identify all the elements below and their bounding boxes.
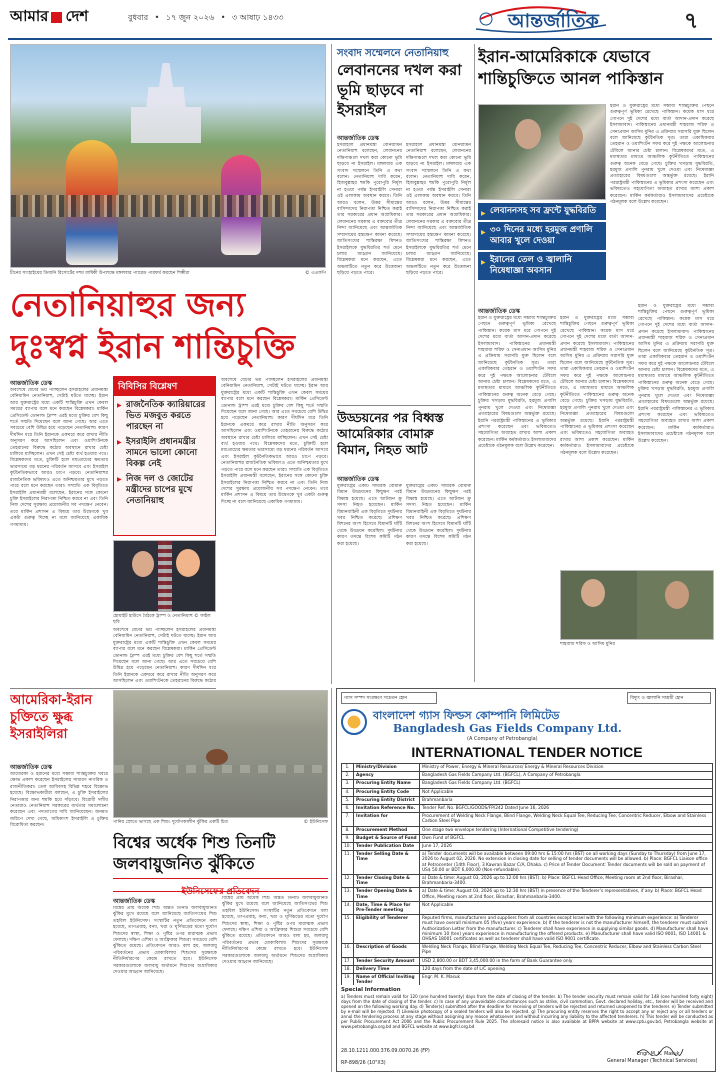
tender-row-value: Engr. M. K. Masuk — [420, 974, 713, 985]
tender-row — [342, 915, 713, 944]
tender-row-value: Own Fund of BGFCL — [420, 834, 713, 842]
tender-row-key: Tender Selling Date & Time — [354, 851, 420, 875]
crowd-strip — [11, 195, 326, 217]
flood-caption — [113, 820, 328, 826]
pakistan-body-top: ইরান ও যুক্তরাষ্ট্রের মধ্যে সম্ভাব্য শান্তিচুক্তির পেছনে গুরুত্বপূর্ণ ভূমিকা রেখেছে পাকিস্তান। কয়েক মাস ধরে গোপনে দুই দেশের মধ্যে বার্তা আদান-প্রদান করেছে ইসলামাবাদ। পাকিস্তানের প্রধানমন্ত্রী শাহবাজ শরিফ ও সেনাপ্রধান আসিম মুনির এ প্রক্রিয়ায় সরাসরি যুক্ত ছিলেন বলে জানিয়েছে কূটনৈতিক সূত্র। তারা একাধিকবার তেহরান ও ওয়াশিংটন সফর করে দুই পক্ষকে আলোচনার টেবিলে আনার চেষ্টা চালান। বিশ্লেষকদের মতে, এ মধ্যস্থতার মাধ্যমে আঞ্চলিক কূটনীতিতে পাকিস্তানের গুরুত্ব অনেক বেড়ে গেছে। চুক্তির খসড়ায় যুদ্ধবিরতি, হরমুজ প্রণালি পুনরায় খুলে দেওয়া এবং নিষেধাজ্ঞা প্রত্যাহারের বিষয়গুলো অন্তর্ভুক্ত রয়েছে। ইরানি পররাষ্ট্রমন্ত্রী পাকিস্তানের এ ভূমিকার প্রশংসা করেছেন এবং ভবিষ্যতেও সহযোগিতা অব্যাহত রাখার আশা প্রকাশ করেছেন। মার্কিন কর্মকর্তারাও ইসলামাবাদের প্রচেষ্টাকে গঠনমূলক বলে উল্লেখ করেছেন। — [610, 104, 714, 206]
tender-ref-code: 28.10.1211.000.376.09.0070.26 (FP) — [341, 1049, 430, 1054]
tender-row — [342, 944, 713, 957]
footer-code: RP-898/26 (10"X3) — [341, 1061, 386, 1066]
tender-row — [342, 965, 713, 973]
bbc-analysis-label: বিবিসির বিশ্লেষণ — [114, 377, 215, 396]
tender-row-value: Bangladesh Gas Fields Company Ltd. (BGFCL), A Company of Petrobangla — [420, 772, 713, 780]
signer-title: General Manager (Technical Services) — [607, 1059, 698, 1064]
tender-row-value: Ministry of Power, Energy & Mineral Resources/ Energy & Mineral Resources Division — [420, 764, 713, 772]
pakistan-byline: আন্তর্জাতিক ডেস্ক — [478, 308, 520, 315]
tender-title: INTERNATIONAL TENDER NOTICE — [411, 744, 643, 760]
bbc-point-1 — [114, 396, 215, 433]
tender-row — [342, 780, 713, 788]
bbc-point-3-text: নিজ দল ও জোটের মন্ত্রীদের চাপের মুখে নেতানিয়াহু — [126, 474, 194, 506]
date-en: ১৭ জুন ২০২৬ — [165, 13, 215, 22]
tender-row-number: 3. — [342, 780, 354, 788]
child-figure — [206, 749, 228, 765]
tender-row-key: Invitation for — [354, 813, 420, 826]
face-munir — [665, 581, 689, 609]
bullet-arrow-icon: ▶ — [117, 402, 122, 409]
tender-row — [342, 805, 713, 813]
tender-row — [342, 796, 713, 804]
tender-row-value: Brahmanbaria — [420, 796, 713, 804]
tender-row-key: Date, Time & Place for Pre-Tender meeting — [354, 901, 420, 914]
tender-row — [342, 974, 713, 985]
tender-row-value: a) Tender documents will be available between 09:00 hrs & 15:00 hrs (BST) on all working days (Sunday to Thursday) from June 17, 2026 to August 02, 2026. No extension in closing date for selling of tender documents will be allowed. b) Place: BGFCL Liaison office at Petrocenter (14th Floor), 3 Kawran Bazar C/A, Dhaka. c) Price of Tender Document: Tender documents will be sold on payment of US$ 50.00 or BDT 6,000.00 (Non-refundable). — [420, 851, 713, 875]
tender-row — [342, 788, 713, 796]
children-source-badge — [113, 878, 328, 897]
tender-row-key: Tender Security Amount — [354, 957, 420, 965]
pakistan-body-col3: ইরান ও যুক্তরাষ্ট্রের মধ্যে সম্ভাব্য শান্তিচুক্তির পেছনে গুরুত্বপূর্ণ ভূমিকা রেখেছে পাকিস্তান। কয়েক মাস ধরে গোপনে দুই দেশের মধ্যে বার্তা আদান-প্রদান করেছে ইসলামাবাদ। পাকিস্তানের প্রধানমন্ত্রী শাহবাজ শরিফ ও সেনাপ্রধান আসিম মুনির এ প্রক্রিয়ায় সরাসরি যুক্ত ছিলেন বলে জানিয়েছে কূটনৈতিক সূত্র। তারা একাধিকবার তেহরান ও ওয়াশিংটন সফর করে দুই পক্ষকে আলোচনার টেবিলে আনার চেষ্টা চালান। বিশ্লেষকদের মতে, এ মধ্যস্থতার মাধ্যমে আঞ্চলিক কূটনীতিতে পাকিস্তানের গুরুত্ব অনেক বেড়ে গেছে। চুক্তির খসড়ায় যুদ্ধবিরতি, হরমুজ প্রণালি পুনরায় খুলে দেওয়া এবং নিষেধাজ্ঞা প্রত্যাহারের বিষয়গুলো অন্তর্ভুক্ত রয়েছে। ইরানি পররাষ্ট্রমন্ত্রী পাকিস্তানের এ ভূমিকার প্রশংসা করেছেন এবং ভবিষ্যতেও সহযোগিতা অব্যাহত রাখার আশা প্রকাশ করেছেন। মার্কিন কর্মকর্তারাও ইসলামাবাদের প্রচেষ্টাকে গঠনমূলক বলে উল্লেখ করেছেন। — [638, 304, 714, 444]
bomber-byline: আন্তর্জাতিক ডেস্ক — [337, 476, 379, 483]
meeting-credit: © ফাইল ছবি — [113, 614, 211, 625]
tender-row-key: Tender Closing Date & Time — [354, 875, 420, 888]
special-info-text: a) Tenders must remain valid for 120 (one hundred twenty) days from the date of closing of the tender. b) The tender security must remain valid for 148 (one hundred forty eight) days from the date of closing of the tender. c) In case of any unavoidable circumstances such as strike, civil commotion, Govt. declared holiday, etc., tender will be received and opened on the following working day. d) Tender(s) submitted after the deadline for receiving of tenders will be rejected and returned unopened to the tenderer. e) Tender submitted by e-mail will be rejected. f) Likewise photocopy of a sealed tenders will also be rejected. g) The procuring entity reserves the right to accept any or reject any or all tenders or annul the tendering process at any stage without assigning any reason whatsoever and without incurring any liability to the affected tenderers. h) This tender will be conducted as per Public Procurement Act 2006 and the Public Procurement Rule 2025. The aforesaid notice is also available at BPPA website at www.cptu.gov.bd, Petrobangla website at www.petrobangla.org.bd and BGFCL website at www.bgfcl.org.bd — [341, 994, 713, 1029]
children-body-col2: বিশ্বের প্রায় অর্ধেক শিশু অন্তত তিনটি জলবায়ুজনিত ঝুঁকির মুখে রয়েছে বলে জানিয়েছে জাতিসংঘের শিশু তহবিল ইউনিসেফ। সংস্থাটির নতুন প্রতিবেদনে বলা হয়েছে, তাপপ্রবাহ, বন্যা, খরা ও ঘূর্ণিঝড়ের মতো দুর্যোগ শিশুদের স্বাস্থ্য, শিক্ষা ও পুষ্টির ওপর মারাত্মক প্রভাব ফেলছে। দক্ষিণ এশিয়া ও আফ্রিকার শিশুরা সবচেয়ে বেশি ঝুঁকিতে রয়েছে। প্রতিবেদনে আরও বলা হয়, জলবায়ু পরিবর্তনের প্রভাব মোকাবিলায় শিশুদের সুরক্ষাকে নীতিনির্ধারণের কেন্দ্রে রাখতে হবে। ইউনিসেফ সরকারগুলোকে জলবায়ু অর্থায়নে শিশুদের অগ্রাধিকার দেওয়ার আহ্বান জানিয়েছে। — [222, 896, 328, 966]
tender-row-number: 1. — [342, 764, 354, 772]
col-divider-2 — [474, 44, 475, 682]
bullet-arrow-icon: ▶ — [117, 476, 122, 483]
tender-table-wrap — [341, 763, 713, 985]
tender-row-number: 8. — [342, 826, 354, 834]
children-byline: আন্তর্জাতিক ডেস্ক — [113, 898, 155, 905]
tender-row-value: Tender Ref. No. BGFCL/GOODS/FP/242 Dated June 16, 2026 — [420, 805, 713, 813]
parade-caption — [10, 271, 326, 277]
pakistan-bullet-list — [478, 203, 606, 280]
tender-row — [342, 772, 713, 780]
section-title: আন্তর্জাতিক — [508, 10, 599, 32]
tender-row — [342, 901, 713, 914]
tender-row-number: 18. — [342, 965, 354, 973]
israelis-byline: আন্তর্জাতিক ডেস্ক — [10, 764, 52, 771]
tender-row-number: 9. — [342, 834, 354, 842]
figure-shape — [515, 119, 541, 149]
tender-row-number: 6. — [342, 805, 354, 813]
tender-row-key: Procuring Entity Name — [354, 780, 420, 788]
masthead-left: আমার — [10, 6, 49, 25]
bbc-point-3 — [114, 470, 215, 507]
bbc-analysis-box — [113, 376, 216, 536]
flag-strip — [158, 541, 172, 612]
sharif-caption: শাহবাজ শরিফ ও আসিম মুনির — [560, 642, 615, 647]
flood-caption-text: পানির স্রোতে ভাসছে এক শিশু। দুর্যোগকালীন ঝুঁকির একটি চিত্র — [113, 820, 228, 825]
tender-row-number: 7. — [342, 813, 354, 826]
sharif-photo — [560, 570, 714, 640]
tender-row-number: 5. — [342, 796, 354, 804]
tender-row-key: Tender Publication Date — [354, 843, 420, 851]
tender-row — [342, 957, 713, 965]
face-right — [176, 549, 200, 577]
pakistan-bullet-3: ▶ ইরানের তেল ও জ্বালানি নিষেধাজ্ঞা অবসান — [478, 252, 606, 280]
notice-badge-left: গ্যাস সম্পদ সংরক্ষণে সচেতন হোন — [341, 692, 437, 704]
notice-badge-right: বিদ্যুৎ ও জ্বালানি সাশ্রয়ী হোন — [627, 692, 711, 704]
tender-row-number: 2. — [342, 772, 354, 780]
parade-caption-text: চীনের সাংহাইয়ের ডিজনি রিসোর্টের দশম বার্ষিকী উপলক্ষে মঙ্গলবার প্যারেড পারফর্ম করছেন শিল্পীরা — [10, 271, 190, 276]
tender-row-key: Description of Goods — [354, 944, 420, 957]
company-logo-icon — [341, 709, 367, 735]
page-header — [0, 0, 720, 38]
masthead-right: দেশ — [65, 6, 89, 25]
company-sub: (A Company of Petrobangla) — [467, 736, 538, 742]
pakistan-body-col2: ইরান ও যুক্তরাষ্ট্রের মধ্যে সম্ভাব্য শান্তিচুক্তির পেছনে গুরুত্বপূর্ণ ভূমিকা রেখেছে পাকিস্তান। কয়েক মাস ধরে গোপনে দুই দেশের মধ্যে বার্তা আদান-প্রদান করেছে ইসলামাবাদ। পাকিস্তানের প্রধানমন্ত্রী শাহবাজ শরিফ ও সেনাপ্রধান আসিম মুনির এ প্রক্রিয়ায় সরাসরি যুক্ত ছিলেন বলে জানিয়েছে কূটনৈতিক সূত্র। তারা একাধিকবার তেহরান ও ওয়াশিংটন সফর করে দুই পক্ষকে আলোচনার টেবিলে আনার চেষ্টা চালান। বিশ্লেষকদের মতে, এ মধ্যস্থতার মাধ্যমে আঞ্চলিক কূটনীতিতে পাকিস্তানের গুরুত্ব অনেক বেড়ে গেছে। চুক্তির খসড়ায় যুদ্ধবিরতি, হরমুজ প্রণালি পুনরায় খুলে দেওয়া এবং নিষেধাজ্ঞা প্রত্যাহারের বিষয়গুলো অন্তর্ভুক্ত রয়েছে। ইরানি পররাষ্ট্রমন্ত্রী পাকিস্তানের এ ভূমিকার প্রশংসা করেছেন এবং ভবিষ্যতেও সহযোগিতা অব্যাহত রাখার আশা প্রকাশ করেছেন। মার্কিন কর্মকর্তারাও ইসলামাবাদের প্রচেষ্টাকে গঠনমূলক বলে উল্লেখ করেছেন। — [560, 316, 634, 456]
lebanon-kicker: সংবাদ সম্মেলনে নেতানিয়াহু — [337, 48, 449, 59]
date-line — [128, 12, 283, 25]
lebanon-byline: আন্তর্জাতিক ডেস্ক — [337, 135, 379, 142]
tender-row — [342, 843, 713, 851]
flood-photo — [113, 690, 328, 818]
tender-row — [342, 813, 713, 826]
special-info-title: Special Information — [341, 987, 401, 993]
tender-row-value: a) Date & time: August 03, 2026 up to 12:30 hrs (BST) in presence of the Tenderer's representatives, if any. b) Place: BGFCL Head Office, Meeting room at 2nd floor, Birashar, Brahmanbaria-3400. — [420, 888, 713, 901]
meeting-caption — [113, 614, 216, 626]
bbc-point-2-text: ইসরাইলি প্রধানমন্ত্রীর সামনে ভালো কোনো বিকল্প নেই — [126, 437, 198, 469]
company-name-bn: বাংলাদেশ গ্যাস ফিল্ডস কোম্পানি লিমিটেড — [373, 709, 560, 722]
children-headline: বিশ্বের অর্ধেক শিশু তিনটি জলবায়ুজনিত ঝুঁকিতে — [113, 833, 276, 873]
tender-row — [342, 834, 713, 842]
tender-row-key: Tender Opening Date & Time — [354, 888, 420, 901]
company-name-en: Bangladesh Gas Fields Company Ltd. — [393, 722, 622, 735]
masthead-logo-square — [51, 12, 62, 23]
tender-row — [342, 764, 713, 772]
bomber-body-col2: যুক্তরাষ্ট্রের একটি সামরিক বোমারু বিমান উড্ডয়নের কিছুক্ষণ পরই বিধ্বস্ত হয়েছে। এতে আটজন ক্রু সদস্য নিহত হয়েছেন। মার্কিন বিমানবাহিনী এক বিবৃতিতে দুর্ঘটনার খবর নিশ্চিত করেছে। প্রশিক্ষণ মিশনের অংশ হিসেবে বিমানটি ঘাঁটি থেকে উড্ডয়ন করেছিল। দুর্ঘটনার কারণ তদন্তে বিশেষ কমিটি গঠন করা হয়েছে। — [406, 484, 471, 547]
tender-row-number: 14. — [342, 901, 354, 914]
bbc-point-2 — [114, 433, 215, 470]
tender-row-value: Procurement of Welding Neck Flange, Blind Flange, Welding Neck Equal Tee, Reducing Tee, Concentric Reducer, Elbow and Stainless Carbon Steel Pipe — [420, 813, 713, 826]
pakistan-headline: ইরান-আমেরিকাকে যেভাবে শান্তিচুক্তিতে আনল পাকিস্তান — [478, 47, 664, 88]
face-sharif — [581, 579, 605, 607]
bomber-top-rule — [337, 405, 471, 406]
tender-row-number: 11. — [342, 851, 354, 875]
header-rule — [8, 38, 712, 40]
tender-row-number: 12. — [342, 875, 354, 888]
tender-row-key: Procuring Entity District — [354, 796, 420, 804]
tender-row-key: Name of Official Inviting Tender — [354, 974, 420, 985]
bbc-point-1-text: রাজনৈতিক ক্যারিয়ারের ভিত মজবুত করতে পারছেন না — [126, 400, 206, 432]
tender-row-key: Agency — [354, 772, 420, 780]
tender-row-key: Procuring Entity Code — [354, 788, 420, 796]
parade-credit: © এএফপি — [305, 271, 326, 276]
signer-name: Engr. M. K. Masuk — [637, 1052, 680, 1057]
tender-row-value: 120 days from the date of L/C opening — [420, 965, 713, 973]
parade-photo — [10, 44, 326, 268]
israelis-top-rule — [10, 688, 216, 689]
bullet-arrow-icon: ▶ — [117, 439, 122, 446]
signature-mark — [635, 1041, 685, 1051]
tender-row — [342, 888, 713, 901]
section-banner — [466, 3, 720, 35]
tender-row-key: Delivery Time — [354, 965, 420, 973]
israelis-headline: আমেরিকা-ইরান চুক্তিতে ক্ষুব্ধ ইসরাইলিরা — [10, 693, 93, 742]
tender-row-number: 10. — [342, 843, 354, 851]
lebanon-body-col2: ইসরাইলি প্রধানমন্ত্রী বেনিয়ামিন নেতানিয়াহু বলেছেন, লেবাননের দক্ষিণাঞ্চলে দখল করা কোনো ভূমি ছাড়বে না ইসরাইল। মঙ্গলবার এক সংবাদ সম্মেলনে তিনি এ কথা বলেন। নেতানিয়াহু দাবি করেন, হিজবুল্লাহর হুমকি পুরোপুরি নির্মূল না হওয়া পর্যন্ত ইসরাইলি সেনারা ওই এলাকায় অবস্থান করবে। তিনি আরও বলেন, উত্তর সীমান্তের বাসিন্দাদের নিরাপত্তা নিশ্চিত করাই তার সরকারের প্রধান অগ্রাধিকার। লেবাননের সরকার এ বক্তব্যের তীব্র নিন্দা জানিয়েছে এবং আন্তর্জাতিক সম্প্রদায়ের হস্তক্ষেপ কামনা করেছে। জাতিসংঘের শান্তিরক্ষা মিশনও ইসরাইলকে যুদ্ধবিরতির শর্ত মেনে চলার আহ্বান জানিয়েছে। বিশ্লেষকরা মনে করছেন, এতে অঞ্চলটিতে নতুন করে উত্তেজনা ছড়িয়ে পড়তে পারে। — [406, 143, 471, 277]
children-source: ইউনিসেফের প্রতিবেদন — [181, 887, 260, 897]
bomber-body-col1: যুক্তরাষ্ট্রের একটি সামরিক বোমারু বিমান উড্ডয়নের কিছুক্ষণ পরই বিধ্বস্ত হয়েছে। এতে আটজন ক্রু সদস্য নিহত হয়েছেন। মার্কিন বিমানবাহিনী এক বিবৃতিতে দুর্ঘটনার খবর নিশ্চিত করেছে। প্রশিক্ষণ মিশনের অংশ হিসেবে বিমানটি ঘাঁটি থেকে উড্ডয়ন করেছিল। দুর্ঘটনার কারণ তদন্তে বিশেষ কমিটি গঠন করা হয়েছে। — [337, 484, 402, 547]
tender-row-value: Bangladesh Gas Fields Company Ltd. (BGFCL) — [420, 780, 713, 788]
col-divider-3 — [331, 688, 332, 1072]
tender-row-value: a) Date & time: August 03, 2026 up to 12:00 hrs (BST). b) Place: BGFCL Head Office, Meeting room at 2nd floor, Birashar, Brahmanbaria-3400. — [420, 875, 713, 888]
pakistan-bullet-2: ▶ ৩০ দিনের মধ্যে হরমুজ প্রণালি আবার খুলে দেওয়া — [478, 222, 606, 250]
tender-row-key: Invitation Reference No. — [354, 805, 420, 813]
tender-row-number: 17. — [342, 957, 354, 965]
main-body-col2: অবশেষে যেটার ভয় পাচ্ছিলেন ইসরাইলের প্রধানমন্ত্রী বেনিয়ামিন নেতানিয়াহু, সেটাই ঘটতে যাচ্ছে। ইরান আর যুক্তরাষ্ট্রের মধ্যে একটি শান্তিচুক্তি এখন কেবল সময়ের ব্যাপার বলে মনে করছেন বিশ্লেষকরা। মার্কিন প্রেসিডেন্ট ডোনাল্ড ট্রাম্প এরই মধ্যে চুক্তির বেশ কিছু শর্তে সম্মতি দিয়েছেন বলে জানা গেছে। আর এতে সবচেয়ে বেশি উদ্বিগ্ন হয়ে পড়েছেন নেতানিয়াহু। কারণ দীর্ঘদিন ধরে তিনি ইরানকে একঘরে করে রাখার নীতি অনুসরণ করে আসছিলেন এবং ওয়াশিংটনকে তেহরানের বিরুদ্ধে কঠোর — [113, 628, 216, 684]
tender-row-number: 4. — [342, 788, 354, 796]
date-separator-2: • — [220, 13, 226, 22]
tender-row-value: Not Applicable — [420, 788, 713, 796]
tender-row-number: 16. — [342, 944, 354, 957]
children-body-col1: বিশ্বের প্রায় অর্ধেক শিশু অন্তত তিনটি জলবায়ুজনিত ঝুঁকির মুখে রয়েছে বলে জানিয়েছে জাতিসংঘের শিশু তহবিল ইউনিসেফ। সংস্থাটির নতুন প্রতিবেদনে বলা হয়েছে, তাপপ্রবাহ, বন্যা, খরা ও ঘূর্ণিঝড়ের মতো দুর্যোগ শিশুদের স্বাস্থ্য, শিক্ষা ও পুষ্টির ওপর মারাত্মক প্রভাব ফেলছে। দক্ষিণ এশিয়া ও আফ্রিকার শিশুরা সবচেয়ে বেশি ঝুঁকিতে রয়েছে। প্রতিবেদনে আরও বলা হয়, জলবায়ু পরিবর্তনের প্রভাব মোকাবিলায় শিশুদের সুরক্ষাকে নীতিনির্ধারণের কেন্দ্রে রাখতে হবে। ইউনিসেফ সরকারগুলোকে জলবায়ু অর্থায়নে শিশুদের অগ্রাধিকার দেওয়ার আহ্বান জানিয়েছে। — [113, 906, 217, 976]
tender-notice — [336, 688, 716, 1072]
tender-row-value: Reputed firms, manufacturers and suppliers from all countries except Israel with the following minimum experience: a) Tenderer must have overall minimum 05 (five) years experience. b) If the tenderer is not the manufacturer himself, the tenderer must submit Authorization Letter from the manufacturer. c) Tenderer shall have experience in supplying similar goods. d) Manufacturer shall have minimum 10 (ten) years experience in manufacturing the offered products. e) Manufacturer shall have valid ISO 9001, ISO 14001 & OHSAS 18001 certificates as well as tenderer shall have valid ISO 9001 certificate. — [420, 915, 713, 944]
tender-row — [342, 875, 713, 888]
masthead — [10, 6, 88, 28]
tender-row-value: One stage two envelope tendering (International Competitive tendering) — [420, 826, 713, 834]
figure-shape-2 — [559, 123, 583, 151]
tender-row-key: Budget & Source of Fund — [354, 834, 420, 842]
face-left — [132, 551, 154, 577]
date-bn: ৩ আষাঢ় ১৪৩৩ — [231, 13, 284, 22]
lebanon-body-col1: ইসরাইলি প্রধানমন্ত্রী বেনিয়ামিন নেতানিয়াহু বলেছেন, লেবাননের দক্ষিণাঞ্চলে দখল করা কোনো ভূমি ছাড়বে না ইসরাইল। মঙ্গলবার এক সংবাদ সম্মেলনে তিনি এ কথা বলেন। নেতানিয়াহু দাবি করেন, হিজবুল্লাহর হুমকি পুরোপুরি নির্মূল না হওয়া পর্যন্ত ইসরাইলি সেনারা ওই এলাকায় অবস্থান করবে। তিনি আরও বলেন, উত্তর সীমান্তের বাসিন্দাদের নিরাপত্তা নিশ্চিত করাই তার সরকারের প্রধান অগ্রাধিকার। লেবাননের সরকার এ বক্তব্যের তীব্র নিন্দা জানিয়েছে এবং আন্তর্জাতিক সম্প্রদায়ের হস্তক্ষেপ কামনা করেছে। জাতিসংঘের শান্তিরক্ষা মিশনও ইসরাইলকে যুদ্ধবিরতির শর্ত মেনে চলার আহ্বান জানিয়েছে। বিশ্লেষকরা মনে করছেন, এতে অঞ্চলটিতে নতুন করে উত্তেজনা ছড়িয়ে পড়তে পারে। — [337, 143, 402, 277]
tender-row-value: USD 2,800.00 or BDT 3,45,000.00 in the form of Bank Guarantee only — [420, 957, 713, 965]
tender-row-value: June 17, 2026 — [420, 843, 713, 851]
pakistan-body-col1: ইরান ও যুক্তরাষ্ট্রের মধ্যে সম্ভাব্য শান্তিচুক্তির পেছনে গুরুত্বপূর্ণ ভূমিকা রেখেছে পাকিস্তান। কয়েক মাস ধরে গোপনে দুই দেশের মধ্যে বার্তা আদান-প্রদান করেছে ইসলামাবাদ। পাকিস্তানের প্রধানমন্ত্রী শাহবাজ শরিফ ও সেনাপ্রধান আসিম মুনির এ প্রক্রিয়ায় সরাসরি যুক্ত ছিলেন বলে জানিয়েছে কূটনৈতিক সূত্র। তারা একাধিকবার তেহরান ও ওয়াশিংটন সফর করে দুই পক্ষকে আলোচনার টেবিলে আনার চেষ্টা চালান। বিশ্লেষকদের মতে, এ মধ্যস্থতার মাধ্যমে আঞ্চলিক কূটনীতিতে পাকিস্তানের গুরুত্ব অনেক বেড়ে গেছে। চুক্তির খসড়ায় যুদ্ধবিরতি, হরমুজ প্রণালি পুনরায় খুলে দেওয়া এবং নিষেধাজ্ঞা প্রত্যাহারের বিষয়গুলো অন্তর্ভুক্ত রয়েছে। ইরানি পররাষ্ট্রমন্ত্রী পাকিস্তানের এ ভূমিকার প্রশংসা করেছেন এবং ভবিষ্যতেও সহযোগিতা অব্যাহত রাখার আশা প্রকাশ করেছেন। মার্কিন কর্মকর্তারাও ইসলামাবাদের প্রচেষ্টাকে গঠনমূলক বলে উল্লেখ করেছেন। — [478, 316, 556, 450]
israelis-body-col1: আমেরিকা ও ইরানের মধ্যে সম্ভাব্য শান্তিচুক্তির খবরে ক্ষোভ প্রকাশ করেছেন ইসরাইলের সাধারণ নাগরিক ও রাজনীতিকরা। তেল আবিবসহ বিভিন্ন শহরে বিক্ষোভ হয়েছে। বিক্ষোভকারীরা বলছেন, এ চুক্তি ইসরাইলের নিরাপত্তার জন্য হুমকি হয়ে দাঁড়াবে। বিরোধী দলীয় নেতারাও নেতানিয়াহু সরকারের ব্যর্থতার সমালোচনা করেছেন এবং পদত্যাগের দাবি জানিয়েছেন। জনমত জরিপে দেখা গেছে, অধিকাংশ ইসরাইলি এ চুক্তির বিরোধিতা করছেন। — [10, 772, 108, 829]
day-label: বুধবার — [128, 13, 149, 22]
page-number: ৭ — [684, 9, 699, 34]
pakistan-photo — [478, 104, 606, 200]
tender-row-key: Eligibility of Tenderer — [354, 915, 420, 944]
flood-credit: © ইউনিসেফ — [303, 820, 328, 825]
date-separator: • — [154, 13, 160, 22]
tender-row — [342, 851, 713, 875]
main-byline: আন্তর্জাতিক ডেস্ক — [10, 380, 52, 387]
tender-row-key: Procurement Method — [354, 826, 420, 834]
tender-row-number: 19. — [342, 974, 354, 985]
tender-row-number: 15. — [342, 915, 354, 944]
tender-row-value: Not Applicable — [420, 901, 713, 914]
main-headline: নেতানিয়াহুর জন্য দুঃস্বপ্ন ইরান শান্তিচুক্তি — [10, 285, 295, 366]
meeting-caption-text: হোয়াইট হাউসে বৈঠকে ট্রাম্প ও নেতানিয়াহু — [113, 614, 193, 619]
meeting-photo — [113, 540, 216, 612]
castle-shape — [131, 63, 201, 143]
main-body-col3: অবশেষে যেটার ভয় পাচ্ছিলেন ইসরাইলের প্রধানমন্ত্রী বেনিয়ামিন নেতানিয়াহু, সেটাই ঘটতে যাচ্ছে। ইরান আর যুক্তরাষ্ট্রের মধ্যে একটি শান্তিচুক্তি এখন কেবল সময়ের ব্যাপার বলে মনে করছেন বিশ্লেষকরা। মার্কিন প্রেসিডেন্ট ডোনাল্ড ট্রাম্প এরই মধ্যে চুক্তির বেশ কিছু শর্তে সম্মতি দিয়েছেন বলে জানা গেছে। আর এতে সবচেয়ে বেশি উদ্বিগ্ন হয়ে পড়েছেন নেতানিয়াহু। কারণ দীর্ঘদিন ধরে তিনি ইরানকে একঘরে করে রাখার নীতি অনুসরণ করে আসছিলেন এবং ওয়াশিংটনকে তেহরানের বিরুদ্ধে কঠোর অবস্থানে রাখার চেষ্টা চালিয়ে যাচ্ছিলেন। এখন সেই চেষ্টা ব্যর্থ হওয়ার পথে। বিশ্লেষকদের মতে, চুক্তিটি হলে মধ্যপ্রাচ্যের ক্ষমতার ভারসাম্যে বড় ধরনের পরিবর্তন আসবে এবং ইসরাইল কূটনৈতিকভাবে আরও চাপে পড়বে। নেতানিয়াহুর রাজনৈতিক ভবিষ্যৎও এতে অনিশ্চয়তার মুখে পড়তে পারে বলে মনে করছেন তারা। সম্প্রতি এক বিবৃতিতে ইসরাইলি প্রধানমন্ত্রী বলেছেন, ইরানের সঙ্গে কোনো চুক্তি ইসরাইলের নিরাপত্তা নিশ্চিত করবে না এবং তিনি নিজ দেশের সুরক্ষায় প্রয়োজনীয় সব পদক্ষেপ নেবেন। তবে মার্কিন প্রশাসন এ বিষয়ে তার উদ্বেগকে খুব একটা গুরুত্ব দিচ্ছে না বলে জানিয়েছে একাধিক গণমাধ্যম। — [221, 378, 328, 505]
col-divider — [331, 44, 332, 684]
tender-row-number: 13. — [342, 888, 354, 901]
main-body-col1: অবশেষে যেটার ভয় পাচ্ছিলেন ইসরাইলের প্রধানমন্ত্রী বেনিয়ামিন নেতানিয়াহু, সেটাই ঘটতে যাচ্ছে। ইরান আর যুক্তরাষ্ট্রের মধ্যে একটি শান্তিচুক্তি এখন কেবল সময়ের ব্যাপার বলে মনে করছেন বিশ্লেষকরা। মার্কিন প্রেসিডেন্ট ডোনাল্ড ট্রাম্প এরই মধ্যে চুক্তির বেশ কিছু শর্তে সম্মতি দিয়েছেন বলে জানা গেছে। আর এতে সবচেয়ে বেশি উদ্বিগ্ন হয়ে পড়েছেন নেতানিয়াহু। কারণ দীর্ঘদিন ধরে তিনি ইরানকে একঘরে করে রাখার নীতি অনুসরণ করে আসছিলেন এবং ওয়াশিংটনকে তেহরানের বিরুদ্ধে কঠোর অবস্থানে রাখার চেষ্টা চালিয়ে যাচ্ছিলেন। এখন সেই চেষ্টা ব্যর্থ হওয়ার পথে। বিশ্লেষকদের মতে, চুক্তিটি হলে মধ্যপ্রাচ্যের ক্ষমতার ভারসাম্যে বড় ধরনের পরিবর্তন আসবে এবং ইসরাইল কূটনৈতিকভাবে আরও চাপে পড়বে। নেতানিয়াহুর রাজনৈতিক ভবিষ্যৎও এতে অনিশ্চয়তার মুখে পড়তে পারে বলে মনে করছেন তারা। সম্প্রতি এক বিবৃতিতে ইসরাইলি প্রধানমন্ত্রী বলেছেন, ইরানের সঙ্গে কোনো চুক্তি ইসরাইলের নিরাপত্তা নিশ্চিত করবে না এবং তিনি নিজ দেশের সুরক্ষায় প্রয়োজনীয় সব পদক্ষেপ নেবেন। তবে মার্কিন প্রশাসন এ বিষয়ে তার উদ্বেগকে খুব একটা গুরুত্ব দিচ্ছে না বলে জানিয়েছে একাধিক গণমাধ্যম। — [10, 388, 108, 528]
pakistan-bullet-1: ▶ লেবাননসহ সব ফ্রন্টে যুদ্ধবিরতি — [478, 203, 606, 220]
tender-row-value: Welding Neck Flange, Blind Flange, Welding Neck Equal Tee, Reducing Tee, Concentric Reducer, Elbow and Stainless Carbon Steel Pipe — [420, 944, 713, 957]
lebanon-headline: লেবাননের দখল করা ভূমি ছাড়বে না ইসরাইল — [337, 61, 462, 119]
bomber-headline: উড্ডয়নের পর বিধ্বস্ত আমেরিকার বোমারু বিমান, নিহত আট — [337, 410, 444, 457]
tender-table — [341, 763, 713, 985]
tender-row-key: Ministry/Division — [354, 764, 420, 772]
tender-row — [342, 826, 713, 834]
ripple-strip — [114, 765, 328, 773]
